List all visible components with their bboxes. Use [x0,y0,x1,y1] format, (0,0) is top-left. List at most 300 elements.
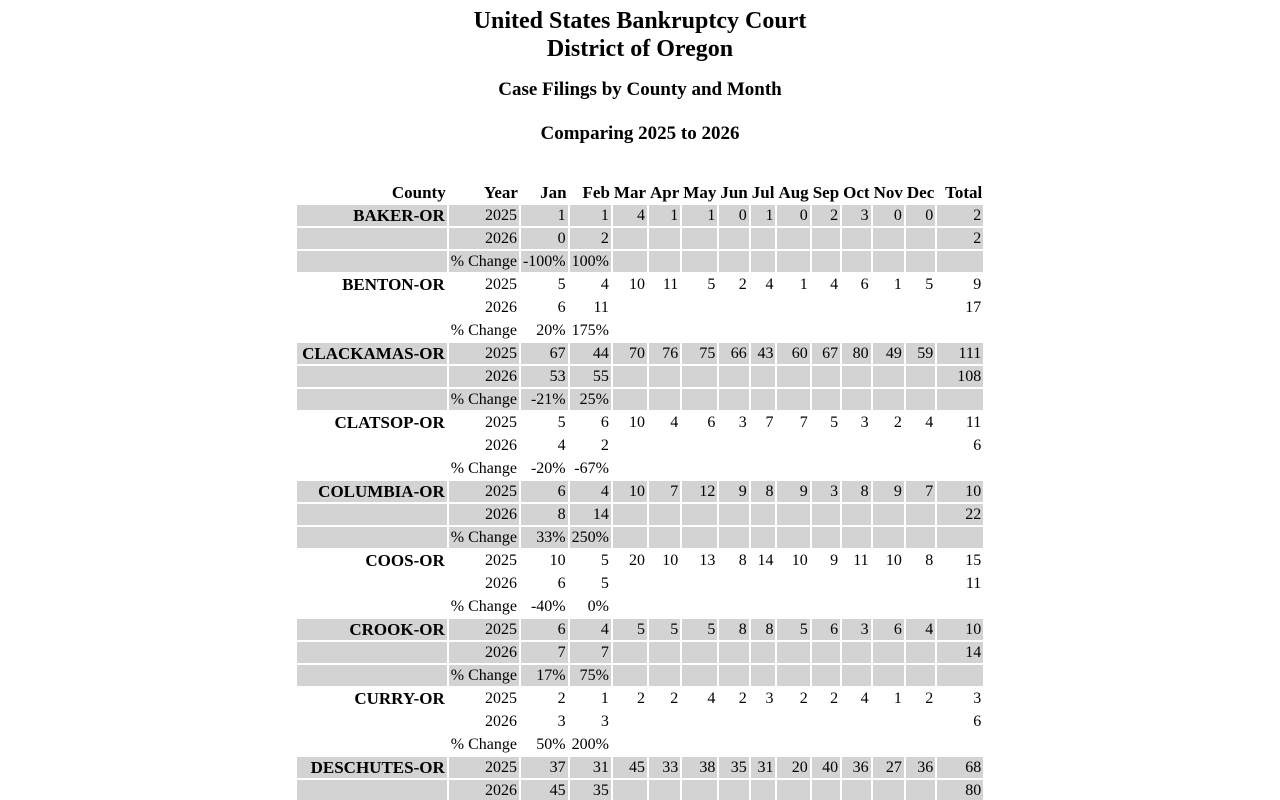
month-cell [873,320,904,341]
month-cell: 37 [521,757,568,778]
month-cell [751,596,776,617]
year-cell: 2025 [449,205,519,226]
month-cell [812,642,840,663]
month-cell [777,228,809,249]
month-cell: 2 [830,690,839,707]
column-header-oct: Oct [843,183,870,202]
month-cell: 4 [670,414,679,431]
month-cell [682,665,717,686]
total-cell: 80 [937,780,983,800]
month-cell: 4 [707,690,716,707]
month-cell [613,734,647,755]
month-cell: 1 [600,690,609,707]
month-cell: 66 [719,343,748,364]
month-cell: 175% [571,322,609,339]
month-cell [777,711,809,732]
month-cell: 6 [521,481,568,502]
month-cell: 75% [570,665,611,686]
month-cell: 45 [613,757,647,778]
month-cell [812,734,840,755]
month-cell: 0 [521,228,568,249]
month-cell [719,573,748,594]
month-cell [777,573,809,594]
month-cell [873,734,904,755]
month-cell [719,642,748,663]
month-cell: 4 [570,481,611,502]
month-cell [751,458,776,479]
case-filings-table [295,180,986,800]
county-cell [297,297,447,318]
column-header-may: May [683,183,717,202]
month-cell: 76 [649,343,680,364]
county-cell [297,665,447,686]
month-cell: 8 [719,619,748,640]
county-cell [297,435,447,456]
month-cell [777,389,809,410]
total-cell: 10 [937,481,983,502]
month-cell [842,228,870,249]
month-cell: 6 [600,414,609,431]
month-cell: 10 [885,552,902,569]
month-cell [873,435,904,456]
month-cell [751,642,776,663]
year-cell: % Change [450,460,517,477]
month-cell [649,366,680,387]
year-cell: 2025 [449,343,519,364]
month-cell [751,320,776,341]
year-cell: 2025 [484,414,517,431]
month-cell [682,642,717,663]
month-cell [649,527,680,548]
county-cell [297,642,447,663]
month-cell: 7 [799,414,808,431]
county-cell [297,504,447,525]
total-cell: 10 [937,619,983,640]
month-cell: -21% [521,389,568,410]
month-cell [842,320,870,341]
month-cell: 4 [830,276,839,293]
month-cell: 4 [765,276,774,293]
month-cell: 8 [521,504,568,525]
year-cell: % Change [450,667,517,684]
month-cell [649,389,680,410]
total-cell [937,665,983,686]
month-cell [873,458,904,479]
month-cell [842,458,870,479]
year-cell: 2025 [449,619,519,640]
county-cell: COOS-OR [365,551,445,570]
column-header-jul: Jul [751,183,775,202]
month-cell: 3 [812,481,840,502]
month-cell: 36 [906,757,935,778]
month-cell [682,251,717,272]
column-header-feb: Feb [582,183,610,202]
column-header-county: County [391,183,446,202]
month-cell [777,366,809,387]
table-row [297,297,984,318]
month-cell: 1 [570,205,611,226]
month-cell [906,228,935,249]
total-cell [937,389,983,410]
month-cell [613,228,647,249]
month-cell: 33% [521,527,568,548]
month-cell: 59 [906,343,935,364]
month-cell: 80 [842,343,870,364]
table-row [297,412,984,433]
month-cell: 0 [873,205,904,226]
month-cell [906,435,935,456]
month-cell: 7 [906,481,935,502]
month-cell: 5 [600,575,609,592]
month-cell [682,573,717,594]
month-cell: 8 [842,481,870,502]
month-cell [682,780,717,800]
table-row [297,228,984,249]
month-cell [873,297,904,318]
county-cell: BAKER-OR [297,205,447,226]
month-cell: 100% [571,253,609,270]
month-cell [906,251,935,272]
month-cell [719,297,748,318]
month-cell [719,228,748,249]
month-cell [613,389,647,410]
month-cell: 13 [699,552,716,569]
month-cell: -100% [522,253,566,270]
month-cell [812,596,840,617]
year-cell: 2026 [484,713,517,730]
month-cell: 2 [600,437,609,454]
month-cell [873,228,904,249]
month-cell: 12 [682,481,717,502]
month-cell [682,711,717,732]
month-cell [812,504,840,525]
month-cell [906,504,935,525]
month-cell: 4 [925,414,934,431]
month-cell: 75 [682,343,717,364]
county-cell: DESCHUTES-OR [297,757,447,778]
month-cell [873,389,904,410]
month-cell [873,596,904,617]
month-cell: 7 [521,642,568,663]
month-cell [649,711,680,732]
month-cell: 2 [570,228,611,249]
total-cell: 108 [937,366,983,387]
total-cell: 15 [965,552,982,569]
month-cell: 4 [613,205,647,226]
month-cell [906,389,935,410]
year-cell: 2026 [484,299,517,316]
month-cell [682,228,717,249]
county-cell: COLUMBIA-OR [297,481,447,502]
month-cell [812,458,840,479]
month-cell [719,596,748,617]
report-title [0,7,1280,63]
table-row [297,527,984,548]
month-cell [682,527,717,548]
table-row [297,573,984,594]
month-cell [842,596,870,617]
month-cell [649,665,680,686]
month-cell: 4 [600,276,609,293]
total-cell: 6 [973,713,982,730]
table-row [297,550,984,571]
month-cell [613,320,647,341]
table-row [297,343,984,364]
month-cell [613,711,647,732]
year-cell: 2025 [449,481,519,502]
month-cell [649,251,680,272]
month-cell [649,297,680,318]
month-cell: 8 [925,552,934,569]
total-cell [937,734,983,755]
total-cell: 68 [937,757,983,778]
year-cell: 2026 [484,575,517,592]
month-cell [812,665,840,686]
month-cell [842,642,870,663]
table-row [297,366,984,387]
month-cell [751,711,776,732]
month-cell: 14 [570,504,611,525]
month-cell: 4 [860,690,869,707]
county-cell [297,320,447,341]
month-cell [873,504,904,525]
total-cell: 17 [965,299,982,316]
month-cell [906,711,935,732]
total-cell: 9 [973,276,982,293]
month-cell: 250% [571,529,609,546]
month-cell: 49 [873,343,904,364]
column-header-sep: Sep [812,183,840,202]
month-cell [873,573,904,594]
month-cell: 0 [719,205,748,226]
month-cell [777,734,809,755]
column-header-aug: Aug [778,183,809,202]
month-cell: 36 [842,757,870,778]
month-cell [906,665,935,686]
month-cell [842,435,870,456]
month-cell [751,435,776,456]
month-cell: 1 [682,205,717,226]
year-cell: 2025 [484,276,517,293]
month-cell: 4 [557,437,566,454]
month-cell: -40% [530,598,566,615]
month-cell [751,366,776,387]
month-cell: 9 [830,552,839,569]
month-cell: 20% [536,322,566,339]
month-cell: 7 [649,481,680,502]
month-cell [906,780,935,800]
county-cell [297,228,447,249]
month-cell: 7 [765,414,774,431]
month-cell [906,642,935,663]
county-cell [297,573,447,594]
month-cell: 2 [670,690,679,707]
month-cell: 53 [521,366,568,387]
table-body [297,205,984,800]
report-subtitle: Case Filings by County and Month [498,79,782,100]
month-cell: 60 [777,343,809,364]
month-cell [842,389,870,410]
column-header-total: Total [945,183,983,202]
column-header-apr: Apr [650,183,680,202]
month-cell [842,251,870,272]
month-cell: 4 [570,619,611,640]
month-cell [719,458,748,479]
table-row [297,757,984,778]
year-cell: 2026 [449,366,519,387]
month-cell: 9 [873,481,904,502]
month-cell: 50% [536,736,566,753]
month-cell: 3 [842,205,870,226]
month-cell: 31 [751,757,776,778]
month-cell: 33 [649,757,680,778]
month-cell [613,642,647,663]
total-cell: 14 [937,642,983,663]
month-cell: 20 [629,552,646,569]
month-cell [751,665,776,686]
month-cell [812,527,840,548]
month-cell [812,251,840,272]
month-cell [906,366,935,387]
table-row [297,389,984,410]
column-header-mar: Mar [613,183,647,202]
month-cell [777,642,809,663]
month-cell: -67% [574,460,609,477]
county-cell [297,596,447,617]
month-cell [613,504,647,525]
month-cell: 2 [637,690,646,707]
month-cell: -20% [530,460,566,477]
month-cell: 5 [649,619,680,640]
month-cell [751,734,776,755]
month-cell [873,780,904,800]
month-cell: 44 [570,343,611,364]
table-row [297,711,984,732]
month-cell [649,596,680,617]
month-cell: 14 [757,552,774,569]
month-cell [649,642,680,663]
column-header-dec: Dec [906,183,935,202]
month-cell [613,665,647,686]
month-cell [751,780,776,800]
column-header-jan: Jan [540,183,567,202]
table-row [297,619,984,640]
month-cell: 67 [521,343,568,364]
total-cell [937,320,983,341]
month-cell [873,711,904,732]
month-cell [812,389,840,410]
month-cell [906,527,935,548]
month-cell [751,504,776,525]
county-cell [297,780,447,800]
county-cell [297,458,447,479]
month-cell: 2 [799,690,808,707]
total-cell [937,458,983,479]
month-cell [649,573,680,594]
month-cell [719,251,748,272]
month-cell [719,780,748,800]
month-cell: 6 [521,619,568,640]
month-cell [719,435,748,456]
month-cell: 200% [571,736,609,753]
year-cell: % Change [450,598,517,615]
month-cell: 2 [738,690,747,707]
month-cell [613,251,647,272]
month-cell [751,251,776,272]
month-cell: 67 [812,343,840,364]
month-cell [777,665,809,686]
year-cell: 2026 [484,437,517,454]
month-cell: 10 [662,552,679,569]
month-cell [682,435,717,456]
month-cell [682,389,717,410]
county-cell [297,251,447,272]
county-cell: CLACKAMAS-OR [297,343,447,364]
table-row [297,435,984,456]
month-cell [812,711,840,732]
table-row [297,481,984,502]
county-cell [297,527,447,548]
month-cell: 2 [738,276,747,293]
county-cell [297,366,447,387]
month-cell: 2 [893,414,902,431]
month-cell [842,573,870,594]
total-cell: 2 [937,205,983,226]
column-header-year: Year [483,183,518,202]
month-cell: 7 [570,642,611,663]
month-cell [682,596,717,617]
month-cell [719,665,748,686]
month-cell: 11 [593,299,609,316]
year-cell: % Change [450,322,517,339]
table-row [297,665,984,686]
report-title-line1: United States Bankruptcy Court [473,8,807,34]
month-cell: 35 [719,757,748,778]
month-cell: 9 [777,481,809,502]
month-cell: 3 [600,713,609,730]
county-cell [297,734,447,755]
county-cell: BENTON-OR [342,275,445,294]
county-cell [297,389,447,410]
table-row [297,274,984,295]
month-cell: 1 [799,276,808,293]
table-row [297,504,984,525]
year-cell: 2026 [449,228,519,249]
month-cell: 45 [521,780,568,800]
month-cell: 27 [873,757,904,778]
month-cell [613,435,647,456]
month-cell: 2 [812,205,840,226]
month-cell [682,297,717,318]
month-cell: 1 [649,205,680,226]
month-cell [649,734,680,755]
month-cell [906,320,935,341]
month-cell [842,734,870,755]
month-cell: 0 [906,205,935,226]
month-cell: 5 [925,276,934,293]
month-cell: 1 [893,276,902,293]
month-cell: 38 [682,757,717,778]
month-cell [649,435,680,456]
month-cell [719,711,748,732]
month-cell [812,573,840,594]
month-cell: 4 [906,619,935,640]
month-cell: 6 [557,575,566,592]
month-cell: 25% [570,389,611,410]
month-cell: 1 [751,205,776,226]
month-cell [719,366,748,387]
month-cell [873,527,904,548]
